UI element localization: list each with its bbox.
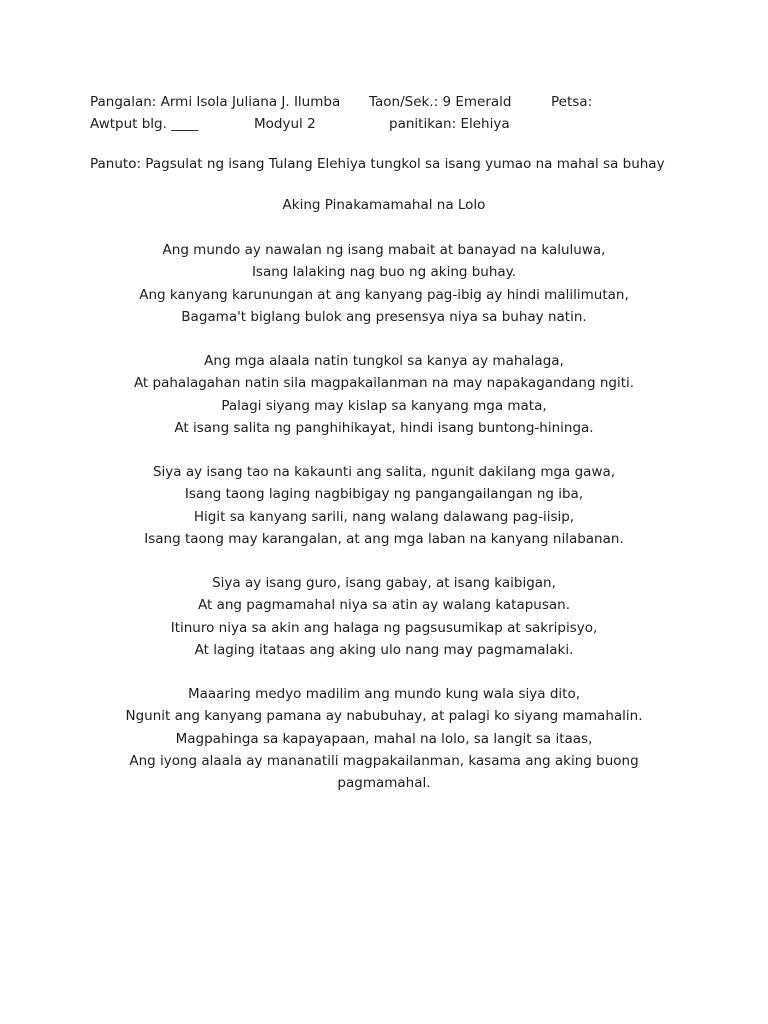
poem-line: Isang taong laging nagbibigay ng pangangailangan ng iba, (184, 486, 584, 503)
poem-line: Maaaring medyo madilim ang mundo kung wala siya dito, (187, 686, 580, 702)
poem-title: Aking Pinakamamahal na Lolo (282, 197, 486, 213)
literature-type: panitikan: Elehiya (389, 116, 510, 132)
output-number: Awtput blg. ____ (90, 116, 199, 132)
poem-stanza (0, 239, 768, 328)
poem-line: Higit sa kanyang sarili, nang walang dalawang pag-iisip, (193, 508, 575, 525)
instructions: Panuto: Pagsulat ng isang Tulang Elehiya tungkol sa isang yumao na mahal sa buhay (90, 156, 665, 172)
poem-stanza (0, 572, 768, 661)
poem-stanza (0, 461, 768, 550)
poem-line: Siya ay isang guro, isang gabay, at isang kaibigan, (212, 575, 556, 591)
poem-line: Ang mga alaala natin tungkol sa kanya ay mahalaga, (204, 353, 564, 369)
poem-line: pagmamahal. (337, 775, 431, 792)
poem-line: Siya ay isang tao na kakaunti ang salita, ngunit dakilang mga gawa, (152, 464, 616, 480)
poem-line: Magpahinga sa kapayapaan, mahal na lolo, sa langit sa itaas, (175, 730, 593, 747)
poem-line: Palagi siyang may kislap sa kanyang mga mata, (221, 397, 547, 414)
poem-line: At pahalagahan natin sila magpakailanman na may napakagandang ngiti. (133, 375, 635, 392)
poem-line: At isang salita ng panghihikayat, hindi isang buntong-hininga. (174, 419, 594, 436)
student-name: Pangalan: Armi Isola Juliana J. Ilumba (90, 94, 341, 110)
poem-line: Ngunit ang kanyang pamana ay nabubuhay, at palagi ko siyang mamahalin. (125, 708, 643, 725)
poem-line: Ang mundo ay nawalan ng isang mabait at banayad na kaluluwa, (162, 242, 606, 258)
poem-line: Ang kanyang karunungan at ang kanyang pag-ibig ay hindi malilimutan, (139, 286, 629, 303)
poem-line: Isang taong may karangalan, at ang mga laban na kanyang nilabanan. (144, 530, 624, 547)
poem-line: Isang lalaking nag buo ng aking buhay. (251, 264, 517, 281)
poem-line: At ang pagmamahal niya sa atin ay walang katapusan. (197, 597, 571, 614)
poem-line: At laging itataas ang aking ulo nang may pagmamalaki. (194, 641, 574, 658)
poem-stanza (0, 350, 768, 439)
poem-line: Bagama't biglang bulok ang presensya niya sa buhay natin. (181, 308, 587, 325)
date-label: Petsa: (551, 94, 593, 110)
poem-line: Ang iyong alaala ay mananatili magpakailanman, kasama ang aking buong (129, 752, 639, 769)
poem-stanza (0, 683, 768, 794)
poem-line: Itinuro niya sa akin ang halaga ng pagsusumikap at sakripisyo, (170, 619, 598, 636)
year-section: Taon/Sek.: 9 Emerald (369, 94, 512, 110)
module-label: Modyul 2 (254, 116, 316, 132)
